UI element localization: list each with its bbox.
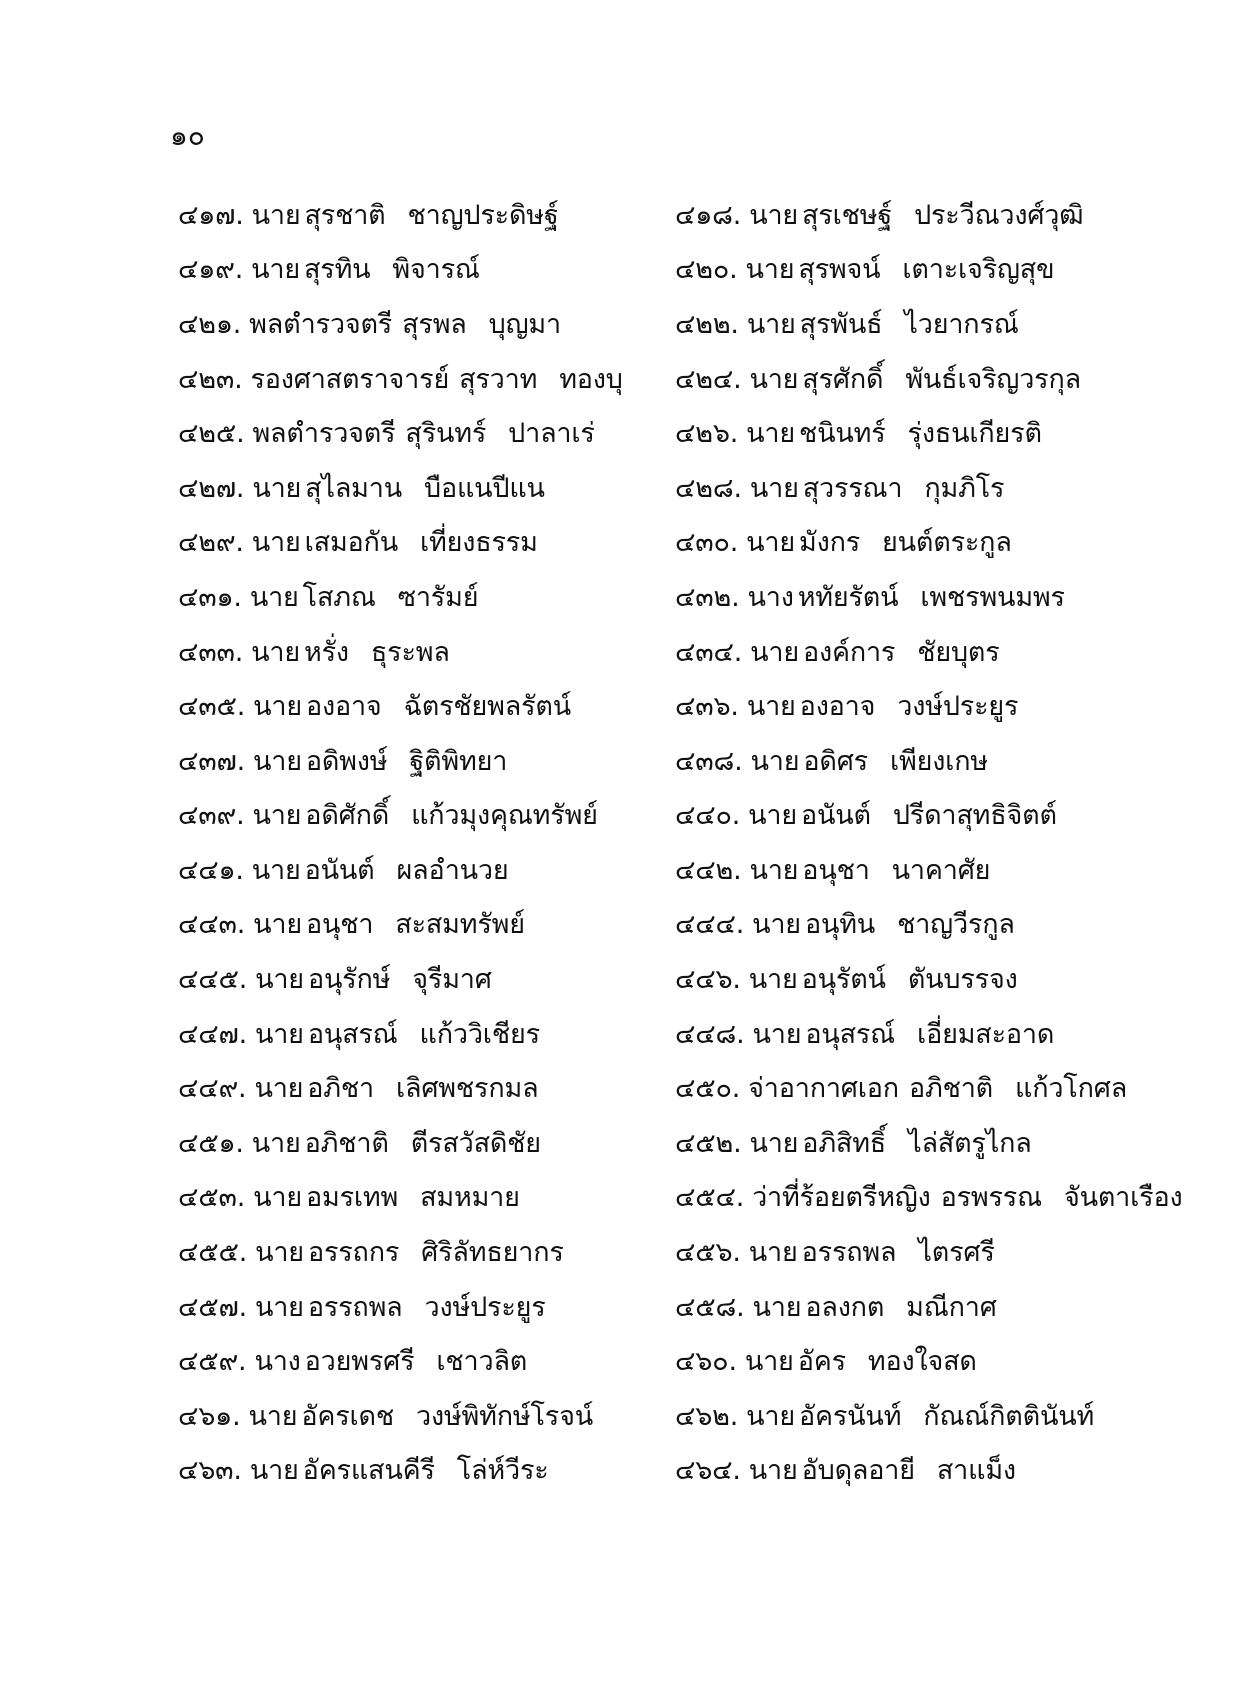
list-item [178,1128,675,1159]
list-item [178,964,675,995]
given-name: อนุสรณ์ [805,1018,896,1050]
family-name: มณีกาศ [906,1291,997,1323]
list-item [675,582,1238,613]
name-title: นาย [255,964,304,996]
list-item [675,1073,1238,1104]
page-number: ๑๐ [170,119,205,152]
entry-number: ๔๕๓. [178,1182,246,1214]
given-name: อรรถกร [307,1237,400,1269]
name-title: นาย [254,1291,304,1323]
list-item [178,855,675,886]
entry-number: ๔๕๖. [675,1237,741,1269]
name-title: นาย [251,1127,301,1159]
entry-number: ๔๔๘. [675,1018,745,1050]
family-name: ซารัมย์ [397,581,479,613]
list-item [178,1073,675,1104]
given-name: องค์การ [802,636,896,668]
name-title: นาย [748,800,797,832]
family-name: ไวยากรณ์ [904,308,1019,340]
list-item [178,1346,675,1377]
name-title: นาย [252,472,302,504]
family-name: เพียงเกษ [889,745,988,777]
given-name: อลงกต [805,1291,885,1323]
list-item [178,909,675,940]
given-name: อดิศักดิ์ [305,800,390,832]
given-name: อดิศร [803,745,868,777]
given-name: โสภณ [302,581,376,613]
family-name: สะสมทรัพย์ [395,909,525,941]
name-title: นาย [749,199,799,231]
entry-number: ๔๕๘. [675,1291,745,1323]
list-item [675,1019,1238,1050]
entry-number: ๔๓๐. [675,527,739,559]
entry-number: ๔๖๓. [178,1455,242,1487]
entry-number: ๔๒๒. [675,308,739,340]
given-name: สุรทิน [303,254,371,286]
given-name: สุรินทร์ [405,418,487,450]
entry-number: ๔๑๗. [178,199,244,231]
given-name: อนุชา [305,909,374,941]
list-item [178,418,675,449]
list-item [178,200,675,231]
name-title: พลตำรวจตรี [252,418,396,450]
entry-number: ๔๔๕. [178,964,248,996]
entry-number: ๔๒๑. [178,308,242,340]
name-title: นาย [744,1346,794,1378]
family-name: พิจารณ์ [392,254,480,286]
given-name: อัครแสนคีรี [302,1455,435,1487]
given-name: องอาจ [799,691,876,723]
list-item [178,746,675,777]
family-name: ไตรศรี [918,1237,995,1269]
family-name: บือแนปีแน [424,472,545,504]
name-title: นาย [746,308,796,340]
given-name: อัครเดช [301,1400,395,1432]
entry-number: ๔๔๙. [178,1073,247,1105]
list-item [675,855,1238,886]
family-name: วงษ์พิทักษ์โรจน์ [416,1400,593,1432]
family-name: สาแม็ง [936,1455,1016,1487]
list-item [675,691,1238,722]
given-name: อนุรัตน์ [801,964,886,996]
entry-number: ๔๒๗. [178,472,245,504]
family-name: จุรีมาศ [412,964,492,996]
entry-number: ๔๕๔. [675,1182,745,1214]
given-name: อภิชาติ [908,1073,993,1105]
given-name: เสมอกัน [304,527,398,559]
list-item [675,527,1238,558]
entry-number: ๔๒๖. [675,418,739,450]
family-name: เที่ยงธรรม [419,527,538,559]
given-name: อภิชา [307,1073,374,1105]
given-name: อดิพงษ์ [305,745,388,777]
list-item [178,309,675,340]
list-item [675,964,1238,995]
entry-number: ๔๔๐. [675,800,741,832]
family-name: จันตาเรือง [1063,1182,1183,1214]
family-name: วงษ์ประยูร [424,1291,546,1323]
given-name: สุรพจน์ [798,254,881,286]
entry-number: ๔๕๒. [675,1127,742,1159]
given-name: สุรพันธ์ [799,308,883,340]
entry-number: ๔๓๒. [675,581,740,613]
given-name: อนุชา [802,854,870,886]
given-name: อัคร [797,1346,846,1378]
family-name: ฉัตรชัยพลรัตน์ [403,691,571,723]
given-name: สุรศักดิ์ [802,363,884,395]
entry-number: ๔๖๒. [675,1400,739,1432]
family-name: ประวีณวงศ์วุฒิ [914,199,1084,231]
name-title: นาย [746,1400,795,1432]
name-title: รองศาสตราจารย์ [250,363,450,395]
entry-number: ๔๔๖. [675,964,741,996]
family-name: ยนต์ตระกูล [882,527,1012,559]
name-title: นาย [746,527,795,559]
entry-number: ๔๓๗. [178,745,245,777]
given-name: อัครนันท์ [799,1400,902,1432]
family-name: ทองบุ [559,363,623,395]
entry-number: ๔๓๔. [675,636,743,668]
name-title: นาย [746,418,795,450]
family-name: ศิริลัทธยากร [421,1237,564,1269]
given-name: อมรเทพ [305,1182,399,1214]
family-name: แก้ววิเชียร [419,1018,540,1050]
name-title: นาย [251,254,300,286]
list-item [675,1292,1238,1323]
family-name: บุญมา [488,308,561,340]
family-name: วงษ์ประยูร [897,691,1019,723]
entry-number: ๔๕๗. [178,1291,247,1323]
given-name: อนุรักษ์ [307,964,391,996]
list-item [675,1128,1238,1159]
name-title: นาย [248,1400,298,1432]
name-title: นาย [253,1182,302,1214]
entry-number: ๔๔๗. [178,1018,247,1050]
list-item [178,254,675,285]
name-title: นาย [253,909,302,941]
name-title: นาย [750,745,800,777]
name-title: นาง [254,1346,301,1378]
list-item [178,364,675,395]
given-name: สุรเชษฐ์ [802,199,893,231]
family-name: กัณณ์กิตตินันท์ [923,1400,1095,1432]
entry-number: ๔๒๔. [675,363,742,395]
given-name: อนุทิน [804,909,876,941]
name-title: นาย [749,854,799,886]
given-name: องอาจ [305,691,382,723]
given-name: อนันต์ [304,854,375,886]
entry-number: ๔๒๓. [178,363,243,395]
list-item [675,1401,1238,1432]
entry-number: ๔๓๘. [675,745,743,777]
list-item [675,1455,1238,1486]
name-title: นาย [249,1455,299,1487]
family-name: สมหมาย [420,1182,520,1214]
family-name: เชาวลิต [436,1346,528,1378]
name-title: นาย [749,363,799,395]
family-name: นาคาศัย [891,854,991,886]
list-item [178,1019,675,1050]
family-name: เตาะเจริญสุข [902,254,1055,286]
list-item [675,418,1238,449]
given-name: อรรถพล [801,1237,897,1269]
family-name: ปรีดาสุทธิจิตต์ [892,800,1057,832]
name-title: จ่าอากาศเอก [748,1073,899,1105]
entry-number: ๔๔๑. [178,854,244,886]
list-item [178,800,675,831]
entry-number: ๔๔๔. [675,909,745,941]
list-item [178,1292,675,1323]
entry-number: ๔๒๕. [178,418,245,450]
list-item [675,909,1238,940]
name-title: นาย [748,1455,798,1487]
name-title: นาย [252,745,302,777]
given-name: มังกร [799,527,861,559]
name-title: นาย [252,800,302,832]
name-title: นาย [251,636,300,668]
family-name: เลิศพชรกมล [395,1073,539,1105]
entry-number: ๔๑๙. [178,254,244,286]
entry-number: ๔๔๓. [178,909,246,941]
given-name: อรรถพล [307,1291,403,1323]
entry-number: ๔๑๘. [675,199,742,231]
entry-number: ๔๖๐. [675,1346,737,1378]
list-item [675,746,1238,777]
entry-number: ๔๒๐. [675,254,738,286]
family-name: ผลอำนวย [396,854,509,886]
list-item [675,473,1238,504]
family-name: เอี่ยมสะอาด [917,1018,1055,1050]
name-title: นาย [748,1237,798,1269]
list-item [675,200,1238,231]
family-name: ธุระพล [370,636,450,668]
entry-number: ๔๕๑. [178,1127,244,1159]
entry-number: ๔๕๐. [675,1073,741,1105]
list-item [178,527,675,558]
given-name: อภิชาติ [304,1127,389,1159]
name-title: นาย [750,636,799,668]
list-item [178,582,675,613]
given-name: อรพรรณ [940,1182,1042,1214]
given-name: อนุสรณ์ [307,1018,398,1050]
given-name: อภิสิทธิ์ [802,1127,887,1159]
list-item [178,1182,675,1213]
name-title: นาย [745,254,795,286]
name-title: นาง [747,581,794,613]
family-name: ทองใจสด [867,1346,977,1378]
list-item [675,800,1238,831]
entry-number: ๔๒๙. [178,527,244,559]
given-name: อนันต์ [800,800,871,832]
entry-number: ๔๖๑. [178,1400,241,1432]
entry-number: ๔๓๖. [675,691,739,723]
list-item [675,364,1238,395]
name-title: นาย [752,1291,802,1323]
entry-number: ๔๖๔. [675,1455,741,1487]
entry-number: ๔๓๓. [178,636,244,668]
list-item [178,1401,675,1432]
name-title: นาย [749,1127,799,1159]
name-title: นาย [746,691,796,723]
family-name: ไล่สัตรูไกล [908,1127,1032,1159]
entry-number: ๔๔๒. [675,854,742,886]
family-name: พันธ์เจริญวรกุล [905,363,1081,395]
name-title: นาย [253,691,302,723]
name-title: นาย [254,1073,304,1105]
entry-number: ๔๓๑. [178,581,242,613]
list-item [675,1182,1238,1213]
given-name: อวยพรศรี [304,1346,415,1378]
family-name: แก้วโกศล [1015,1073,1128,1105]
list-item [178,691,675,722]
name-title: นาย [251,854,301,886]
given-name: สุรชาติ [304,199,386,231]
list-item [675,1346,1238,1377]
list-item [675,637,1238,668]
given-name: สุวรรณา [802,472,903,504]
name-title: นาย [752,909,801,941]
entry-number: ๔๒๘. [675,472,742,504]
name-title: นาย [255,1237,304,1269]
given-name: หทัยรัตน์ [797,581,899,613]
entry-number: ๔๓๙. [178,800,245,832]
given-name: สุรวาท [459,363,538,395]
family-name: ฐิติพิทยา [409,745,508,777]
family-name: โล่ห์วีระ [456,1455,549,1487]
family-name: แก้วมุงคุณทรัพย์ [411,800,598,832]
list-item [178,1237,675,1268]
list-item [675,254,1238,285]
entry-number: ๔๕๙. [178,1346,247,1378]
list-item [675,1237,1238,1268]
name-title: ว่าที่ร้อยตรีหญิง [752,1182,931,1214]
given-name: ชนินทร์ [799,418,886,450]
given-name: อับดุลอายี [801,1455,915,1487]
family-name: เพชรพนมพร [920,581,1065,613]
name-title: นาย [748,964,798,996]
family-name: ชาญประดิษฐ์ [407,199,559,231]
list-item [178,1455,675,1486]
name-title: นาย [251,527,301,559]
family-name: กุมภิโร [924,472,1005,504]
name-title: นาย [254,1018,304,1050]
family-name: ตีรสวัสดิชัย [410,1127,541,1159]
name-list [178,188,1238,1498]
given-name: หรั่ง [303,636,349,668]
family-name: ตันบรรจง [907,964,1018,996]
name-title: นาย [749,472,799,504]
family-name: ชาญวีรกูล [897,909,1015,941]
family-name: ปาลาเร่ [508,418,595,450]
family-name: ชัยบุตร [917,636,1000,668]
list-item [178,637,675,668]
name-title: นาย [249,581,299,613]
family-name: รุ่งธนเกียรติ [907,418,1042,450]
name-title: พลตำรวจตรี [249,308,393,340]
given-name: สุรพล [402,308,467,340]
name-title: นาย [251,199,301,231]
name-title: นาย [752,1018,802,1050]
list-item [178,473,675,504]
list-item [675,309,1238,340]
given-name: สุไลมาน [305,472,402,504]
entry-number: ๔๕๕. [178,1237,248,1269]
entry-number: ๔๓๕. [178,691,246,723]
